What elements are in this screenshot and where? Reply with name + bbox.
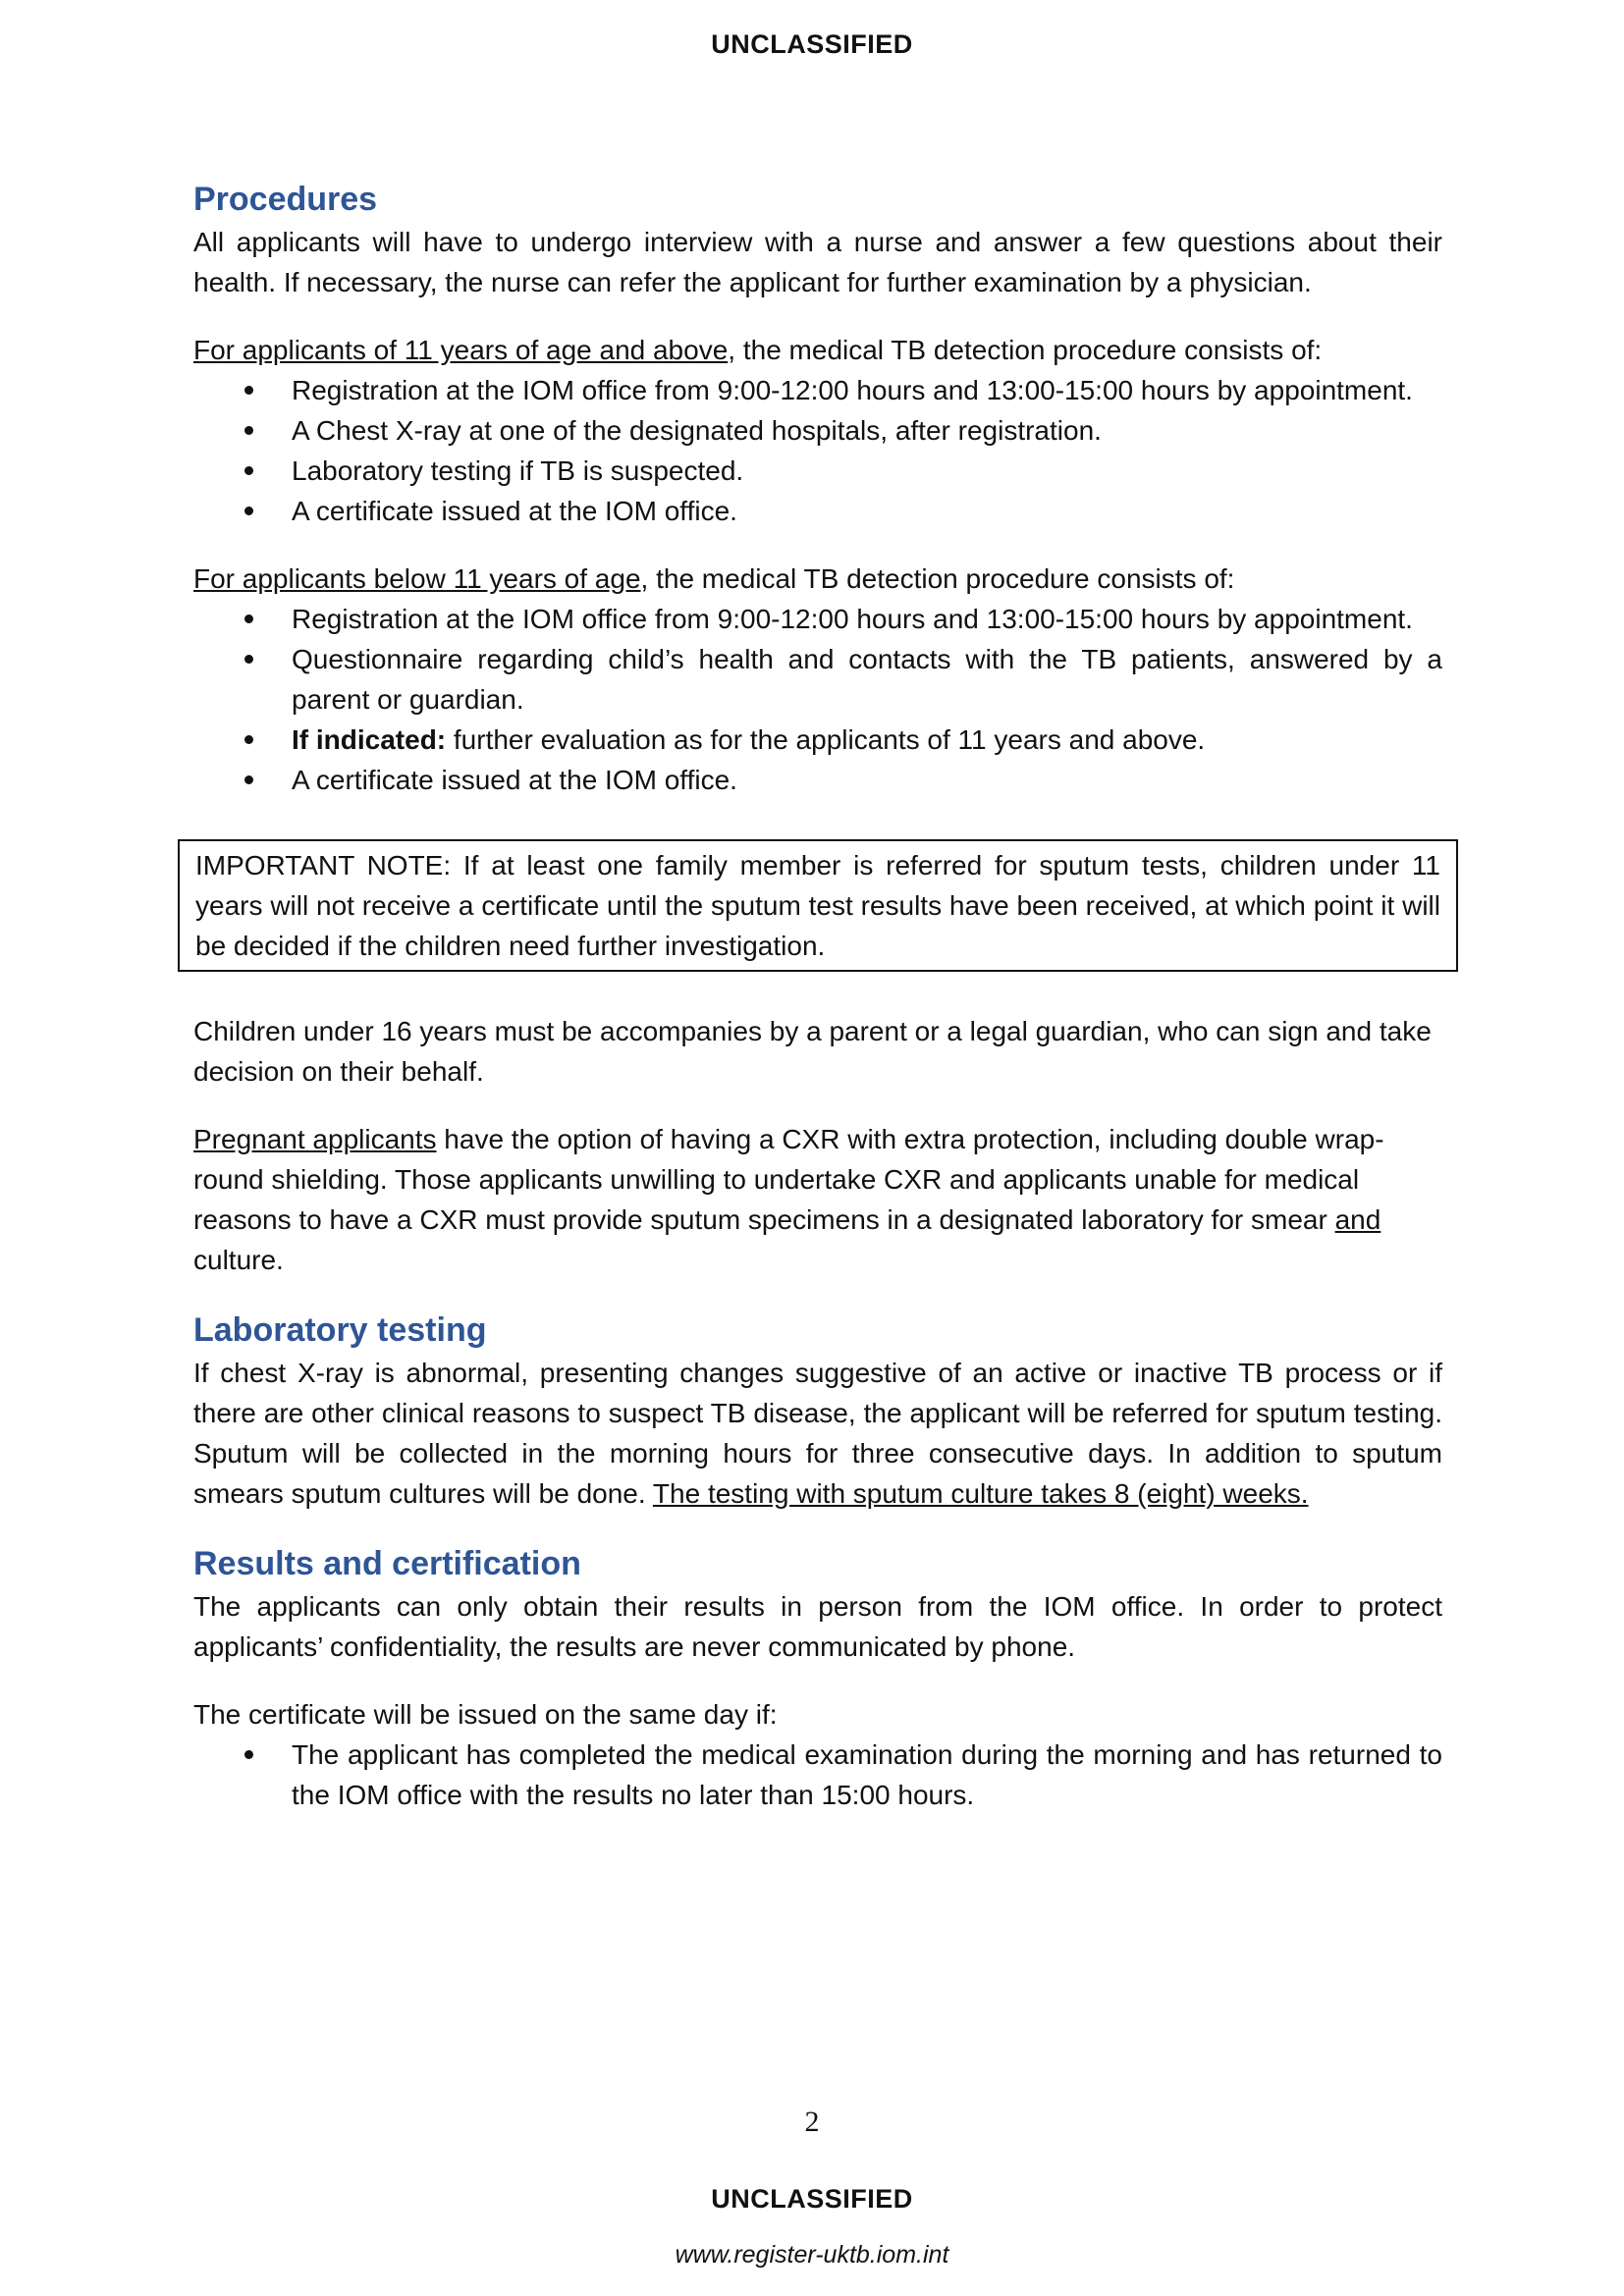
- bullet-icon: [244, 760, 264, 800]
- list-item-text: A certificate issued at the IOM office.: [292, 496, 737, 526]
- laboratory-paragraph: [193, 1353, 1442, 1514]
- list-item: [292, 370, 1442, 410]
- results-same-day-lead: The certificate will be issued on the same day if:: [193, 1699, 778, 1730]
- list-item-text: A Chest X-ray at one of the designated hospitals, after registration.: [292, 415, 1102, 446]
- important-note-box: [178, 839, 1458, 972]
- over11-lead-rest: , the medical TB detection procedure consists of:: [728, 335, 1323, 365]
- results-heading: Results and certification: [193, 1545, 581, 1582]
- classification-footer: UNCLASSIFIED: [711, 2184, 913, 2214]
- classification-header: UNCLASSIFIED: [711, 29, 913, 59]
- procedures-intro: All applicants will have to undergo interview with a nurse and answer a few questions about their health. If necessary, the nurse can refer the applicant for further examination by a physician.: [193, 227, 1442, 297]
- laboratory-underlined: The testing with sputum culture takes 8 (eight) weeks.: [652, 1478, 1309, 1509]
- list-item: [292, 760, 1442, 800]
- list-item-text: Laboratory testing if TB is suspected.: [292, 455, 744, 486]
- bullet-icon: [244, 451, 264, 491]
- children-note: Children under 16 years must be accompanies by a parent or a legal guardian, who can sign and take decision on their behalf.: [193, 1016, 1432, 1087]
- over11-lead: [193, 330, 1442, 370]
- footer-url: www.register-uktb.iom.int: [675, 2241, 949, 2269]
- under11-lead: [193, 559, 1442, 599]
- indicated-bold: If indicated:: [292, 724, 447, 755]
- pregnant-underlined: Pregnant applicants: [193, 1124, 437, 1154]
- laboratory-text: If chest X-ray is abnormal, presenting changes suggestive of an active or inactive TB process or if there are other clinical reasons to suspect TB disease, the applicant will be referred for sputum testing. Sputum will be collected in the morning hours for three consecutive days. In addition to sputum smears sputum cultures will be done.: [193, 1358, 1442, 1509]
- under11-lead-underlined: For applicants below 11 years of age: [193, 563, 641, 594]
- bullet-icon: [244, 370, 264, 410]
- procedures-heading: Procedures: [193, 181, 378, 218]
- bullet-icon: [244, 599, 264, 639]
- list-item: [292, 491, 1442, 531]
- pregnant-text-b: culture.: [193, 1245, 284, 1275]
- list-item: [292, 639, 1442, 720]
- list-item: [292, 1735, 1442, 1815]
- pregnant-text-a: have the option of having a CXR with extra protection, including double wrap-round shielding. Those applicants unwilling to undertake CXR and applicants unable for medical reasons to have a CXR must provide sputum specimens in a designated laboratory for smear: [193, 1124, 1384, 1235]
- pregnant-underlined-and: and: [1334, 1204, 1381, 1235]
- list-item-text: Questionnaire regarding child’s health and contacts with the TB patients, answered by a parent or guardian.: [292, 644, 1442, 715]
- page-number: 2: [804, 2106, 820, 2138]
- over11-list: [193, 370, 1442, 531]
- list-item: [292, 720, 1442, 760]
- bullet-icon: [244, 1735, 264, 1775]
- results-text: The applicants can only obtain their results in person from the IOM office. In order to protect applicants’ confidentiality, the results are never communicated by phone.: [193, 1591, 1442, 1662]
- list-item-text: A certificate issued at the IOM office.: [292, 765, 737, 795]
- list-item: [292, 410, 1442, 451]
- laboratory-heading: Laboratory testing: [193, 1311, 487, 1349]
- results-list: [193, 1735, 1442, 1815]
- list-item: [292, 451, 1442, 491]
- list-item-text: The applicant has completed the medical examination during the morning and has returned to the IOM office with the results no later than 15:00 hours.: [292, 1739, 1442, 1810]
- list-item-text: Registration at the IOM office from 9:00-12:00 hours and 13:00-15:00 hours by appointment.: [292, 604, 1413, 634]
- bullet-icon: [244, 410, 264, 451]
- list-item: [292, 599, 1442, 639]
- under11-list: [193, 599, 1442, 800]
- over11-lead-underlined: For applicants of 11 years of age and above: [193, 335, 729, 365]
- important-note-text: IMPORTANT NOTE: If at least one family member is referred for sputum tests, children under 11 years will not receive a certificate until the sputum test results have been received, at which point it will be decided if the children need further investigation.: [195, 850, 1440, 961]
- bullet-icon: [244, 491, 264, 531]
- under11-lead-rest: , the medical TB detection procedure consists of:: [640, 563, 1235, 594]
- bullet-icon: [244, 720, 264, 760]
- pregnant-paragraph: [193, 1119, 1442, 1280]
- bullet-icon: [244, 639, 264, 679]
- indicated-rest: further evaluation as for the applicants of 11 years and above.: [446, 724, 1206, 755]
- list-item-text: Registration at the IOM office from 9:00-12:00 hours and 13:00-15:00 hours by appointment.: [292, 375, 1413, 405]
- page-content: [193, 177, 1442, 1815]
